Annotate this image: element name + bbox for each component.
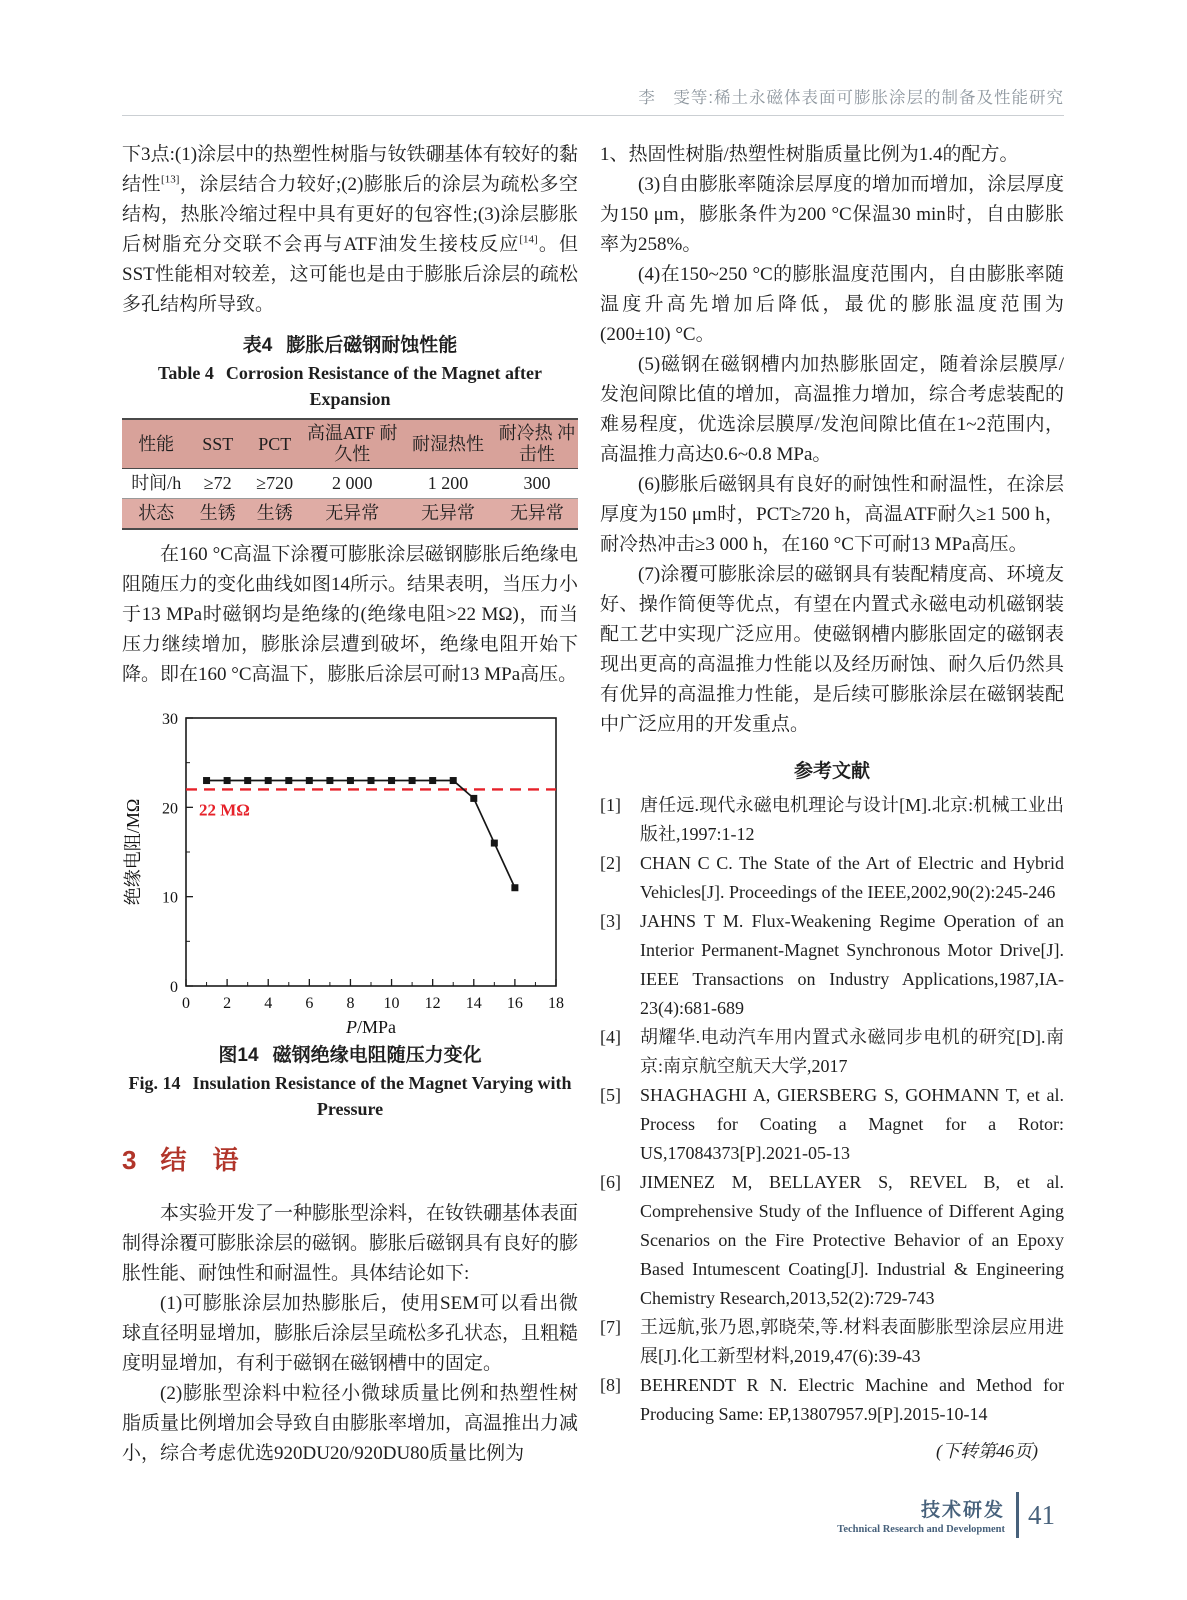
reference-item bbox=[600, 1081, 1064, 1168]
figure-caption-en-text: Insulation Resistance of the Magnet Varying with Pressure bbox=[192, 1073, 572, 1119]
corrosion-resistance-table bbox=[122, 418, 578, 530]
right-column bbox=[600, 140, 1064, 1469]
table-header-cell: 性能 bbox=[122, 419, 190, 469]
figure-caption-en bbox=[122, 1070, 578, 1122]
svg-text:8: 8 bbox=[346, 995, 355, 1012]
table-row bbox=[122, 469, 578, 499]
svg-text:0: 0 bbox=[182, 995, 190, 1012]
footer-section-zh: 技术研发 bbox=[920, 1500, 1005, 1521]
reference-number: [8] bbox=[600, 1375, 621, 1395]
paragraph-insulation-resistance: 在160 °C高温下涂覆可膨胀涂层磁钢膨胀后绝缘电阻随压力的变化曲线如图14所示。结果表明，当压力小于13 MPa时磁钢均是绝缘的(绝缘电阻>22 MΩ)，而当压力继续增加，膨胀涂层遭到破坏，绝缘电阻开始下降。即在160 °C高温下，膨胀后涂层可耐13 MPa高压。 bbox=[122, 544, 579, 685]
table-header-cell: 耐湿热性 bbox=[400, 419, 496, 469]
table-cell: 生锈 bbox=[245, 499, 304, 530]
section-heading-conclusion bbox=[122, 1140, 578, 1177]
table-cell: 生锈 bbox=[190, 499, 245, 530]
svg-text:10: 10 bbox=[383, 995, 400, 1012]
table-cell: 时间/h bbox=[122, 469, 190, 499]
table-cell: 无异常 bbox=[304, 499, 400, 530]
left-column bbox=[122, 140, 578, 1469]
svg-text:16: 16 bbox=[506, 995, 523, 1012]
svg-text:4: 4 bbox=[264, 995, 273, 1012]
paragraph-summary: 本实验开发了一种膨胀型涂料，在钕铁硼基体表面制得涂覆可膨胀涂层的磁钢。膨胀后磁钢具有良好的膨胀性能、耐蚀性和耐温性。具体结论如下: bbox=[122, 1202, 579, 1284]
reference-text: JAHNS T M. Flux-Weakening Regime Operation of an Interior Permanent-Magnet Synchronous Motor Drive[J]. IEEE Transactions on Industry Applications,1987,IA-23(4):681-689 bbox=[640, 911, 1064, 1018]
paragraph-text: 下3点:(1)涂层中的热塑性树脂与钕铁硼基体有较好的黏结性 bbox=[122, 144, 578, 195]
citation-marker: [14] bbox=[519, 233, 538, 246]
paragraph-conclusion-2: (2)膨胀型涂料中粒径小微球质量比例和热塑性树脂质量比例增加会导致自由膨胀率增加，高温推出力减小，综合考虑优选920DU20/920DU80质量比例为 bbox=[122, 1382, 579, 1464]
two-column-layout bbox=[122, 140, 1064, 1469]
figure-caption-label: 图14 bbox=[218, 1045, 259, 1066]
paragraph-conclusion-1: (1)可膨胀涂层加热膨胀后，使用SEM可以看出微球直径明显增加，膨胀后涂层呈疏松多孔状态，且粗糙度明显增加，有利于磁钢在磁钢槽中的固定。 bbox=[122, 1292, 579, 1374]
paragraph-conclusion-2-cont: 1、热固性树脂/热塑性树脂质量比例为1.4的配方。 bbox=[600, 144, 1019, 165]
paragraph-conclusion-5: (5)磁钢在磁钢槽内加热膨胀固定，随着涂层膜厚/发泡间隙比值的增加，高温推力增加，综合考虑装配的难易程度，优选涂层膜厚/发泡间隙比值在1~2范围内，高温推力高达0.6~0.8 MPa。 bbox=[600, 354, 1064, 465]
reference-number: [1] bbox=[600, 795, 621, 815]
reference-text: BEHRENDT R N. Electric Machine and Method for Producing Same: EP,13807957.9[P].2015-10-14 bbox=[640, 1375, 1064, 1424]
reference-item bbox=[600, 1313, 1064, 1371]
reference-text: 王远航,张乃恩,郭晓荣,等.材料表面膨胀型涂层应用进展[J].化工新型材料,2019,47(6):39-43 bbox=[640, 1317, 1064, 1366]
reference-number: [5] bbox=[600, 1085, 621, 1105]
table-caption-en-text: Corrosion Resistance of the Magnet after Expansion bbox=[225, 363, 542, 409]
table-caption-en bbox=[122, 360, 578, 412]
svg-text:14: 14 bbox=[465, 995, 482, 1012]
table-cell: 1 200 bbox=[400, 469, 496, 499]
reference-number: [6] bbox=[600, 1172, 621, 1192]
reference-text: JIMENEZ M, BELLAYER S, REVEL B, et al. Comprehensive Study of the Influence of Different Aging Scenarios on the Fire Protective Behavior of an Epoxy Based Intumescent Coating[J]. Industrial & Engineering Chemistry Research,2013,52(2):729-743 bbox=[640, 1172, 1064, 1308]
table-header-cell: SST bbox=[190, 419, 245, 469]
footer-section-labels bbox=[837, 1495, 1005, 1535]
paragraph-conclusion-3: (3)自由膨胀率随涂层厚度的增加而增加，涂层厚度为150 μm，膨胀条件为200 °C保温30 min时，自由膨胀率为258%。 bbox=[600, 174, 1064, 255]
footer-divider-bar bbox=[1016, 1492, 1019, 1538]
figure-14 bbox=[122, 706, 578, 1122]
paragraph-conclusion-6: (6)膨胀后磁钢具有良好的耐蚀性和耐温性，在涂层厚度为150 μm时，PCT≥720 h，高温ATF耐久≥1 500 h，耐冷热冲击≥3 000 h，在160 °C下可耐13 MPa高压。 bbox=[600, 474, 1064, 555]
reference-number: [3] bbox=[600, 911, 621, 931]
svg-text:12: 12 bbox=[424, 995, 441, 1012]
svg-text:10: 10 bbox=[162, 889, 178, 907]
table-cell: ≥72 bbox=[190, 469, 245, 499]
reference-item bbox=[600, 849, 1064, 907]
reference-item bbox=[600, 1168, 1064, 1313]
reference-text: SHAGHAGHI A, GIERSBERG S, GOHMANN T, et al. Process for Coating a Magnet for a Rotor: US,17084373[P].2021-05-13 bbox=[640, 1085, 1064, 1163]
paragraph-conclusion-7: (7)涂覆可膨胀涂层的磁钢具有装配精度高、环境友好、操作简便等优点，有望在内置式永磁电动机磁钢装配工艺中实现广泛应用。使磁钢槽内膨胀固定的磁钢表现出更高的高温推力性能以及经历耐蚀、耐久后仍然具有优异的高温推力性能，是后续可膨胀涂层在磁钢装配中广泛应用的开发重点。 bbox=[600, 564, 1064, 735]
table-cell: 无异常 bbox=[496, 499, 578, 530]
reference-text: CHAN C C. The State of the Art of Electric and Hybrid Vehicles[J]. Proceedings of the IEEE,2002,90(2):245-246 bbox=[640, 853, 1064, 902]
svg-text:绝缘电阻/MΩ: 绝缘电阻/MΩ bbox=[123, 798, 143, 906]
reference-text: 唐任远.现代永磁电机理论与设计[M].北京:机械工业出版社,1997:1-12 bbox=[640, 795, 1064, 844]
figure-caption-title: 磁钢绝缘电阻随压力变化 bbox=[272, 1045, 482, 1066]
reference-item bbox=[600, 791, 1064, 849]
table-header-cell: 耐冷热 冲击性 bbox=[496, 419, 578, 469]
page-number: 41 bbox=[1028, 1499, 1055, 1530]
reference-number: [4] bbox=[600, 1027, 621, 1047]
reference-list bbox=[600, 791, 1064, 1429]
svg-text:0: 0 bbox=[170, 979, 178, 996]
table-header-cell: PCT bbox=[245, 419, 304, 469]
section-title: 结 语 bbox=[160, 1145, 239, 1175]
paragraph-text: ，涂层结合力较好;(2)膨胀后的涂层为疏松多空结构，热胀冷缩过程中具有更好的包容性;(3)涂层膨胀后树脂充分交联不会再与ATF油发生接枝反应 bbox=[122, 174, 578, 255]
table-caption-zh bbox=[122, 330, 578, 357]
svg-text:6: 6 bbox=[305, 995, 314, 1012]
reference-item bbox=[600, 1023, 1064, 1081]
reference-number: [7] bbox=[600, 1317, 621, 1337]
reference-text: 胡耀华.电动汽车用内置式永磁同步电机的研究[D].南京:南京航空航天大学,2017 bbox=[640, 1027, 1064, 1076]
table-caption-title: 膨胀后磁钢耐蚀性能 bbox=[286, 335, 458, 356]
table-cell: 300 bbox=[496, 469, 578, 499]
svg-text:2: 2 bbox=[223, 995, 232, 1012]
table-cell: 状态 bbox=[122, 499, 190, 530]
references-heading: 参考文献 bbox=[793, 761, 870, 782]
svg-text:30: 30 bbox=[162, 711, 178, 728]
table-cell: 无异常 bbox=[400, 499, 496, 530]
svg-text:P/MPa: P/MPa bbox=[345, 1017, 397, 1036]
paragraph-text: 。但SST性能相对较差，这可能也是由于膨胀后涂层的疏松多孔结构所导致。 bbox=[122, 234, 578, 315]
section-number: 3 bbox=[122, 1145, 137, 1175]
figure-caption-zh bbox=[122, 1040, 578, 1067]
citation-marker: [13] bbox=[161, 173, 180, 186]
paragraph-conclusion-4: (4)在150~250 °C的膨胀温度范围内，自由膨胀率随温度升高先增加后降低，最优的膨胀温度范围为(200±10) °C。 bbox=[600, 264, 1064, 345]
continuation-note: (下转第46页) bbox=[936, 1441, 1038, 1461]
header-rule bbox=[122, 115, 1064, 116]
table-caption-label: 表4 bbox=[242, 335, 273, 356]
table-cell: ≥720 bbox=[245, 469, 304, 499]
reference-item bbox=[600, 907, 1064, 1023]
table-header-row bbox=[122, 419, 578, 469]
page-footer bbox=[0, 1492, 1187, 1538]
running-title: 李 雯等:稀土永磁体表面可膨胀涂层的制备及性能研究 bbox=[638, 89, 1064, 107]
reference-number: [2] bbox=[600, 853, 621, 873]
paragraph-conclusion-intro bbox=[122, 140, 578, 320]
reference-item bbox=[600, 1371, 1064, 1429]
svg-text:18: 18 bbox=[548, 995, 564, 1012]
footer-section-en: Technical Research and Development bbox=[837, 1524, 1005, 1535]
table-caption-en-label: Table 4 bbox=[158, 363, 214, 383]
svg-text:22 MΩ: 22 MΩ bbox=[199, 800, 250, 820]
table-row bbox=[122, 499, 578, 530]
insulation-resistance-chart bbox=[122, 706, 578, 1036]
table-header-cell: 高温ATF 耐久性 bbox=[304, 419, 400, 469]
figure-caption-en-label: Fig. 14 bbox=[128, 1073, 181, 1093]
table-cell: 2 000 bbox=[304, 469, 400, 499]
svg-text:20: 20 bbox=[162, 800, 178, 818]
